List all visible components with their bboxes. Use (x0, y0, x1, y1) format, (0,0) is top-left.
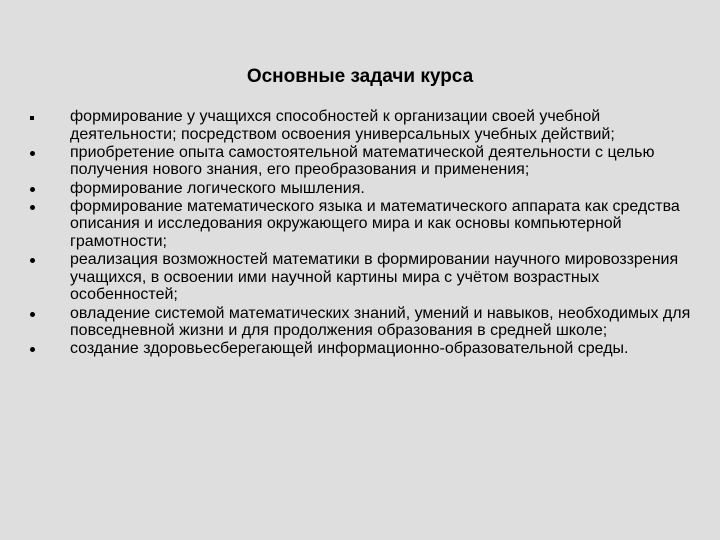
list-item (30, 340, 698, 358)
list-item-text: формирование логического мышления. (70, 179, 365, 197)
list-item (30, 144, 698, 179)
bullet-icon (30, 347, 35, 352)
bullet-icon (30, 205, 35, 210)
bullet-icon (30, 116, 34, 120)
list-item-text: формирование математического языка и математического аппарата как средства описания и исследования окружающего мира и как основы компьютерной грамотности; (70, 197, 680, 250)
list-item-text: создание здоровьесберегающей информационно-образовательной среды. (70, 340, 629, 358)
bullet-icon (30, 187, 35, 192)
list-item-text: приобретение опыта самостоятельной математической деятельности с целью получения нового знания, его преобразования и применения; (70, 143, 655, 179)
list-item (30, 251, 698, 304)
task-list (30, 108, 698, 358)
list-item-text: формирование у учащихся способностей к организации своей учебной деятельности; посредством освоения универсальных учебных действий; (70, 108, 615, 143)
bullet-icon (30, 151, 35, 156)
bullet-icon (30, 312, 35, 317)
list-item-text: овладение системой математических знаний, умений и навыков, необходимых для повседневной жизни и для продолжения образования в средней школе; (70, 304, 691, 340)
slide-title: Основные задачи курса (246, 66, 474, 87)
bullet-icon (30, 258, 35, 263)
list-item-text: реализация возможностей математики в формировании научного мировоззрения учащихся, в освоении ими научной картины мира с учётом возрастных особенностей; (70, 251, 679, 304)
list-item (30, 108, 698, 143)
list-item (30, 180, 698, 198)
list-item (30, 305, 698, 340)
list-item (30, 198, 698, 251)
